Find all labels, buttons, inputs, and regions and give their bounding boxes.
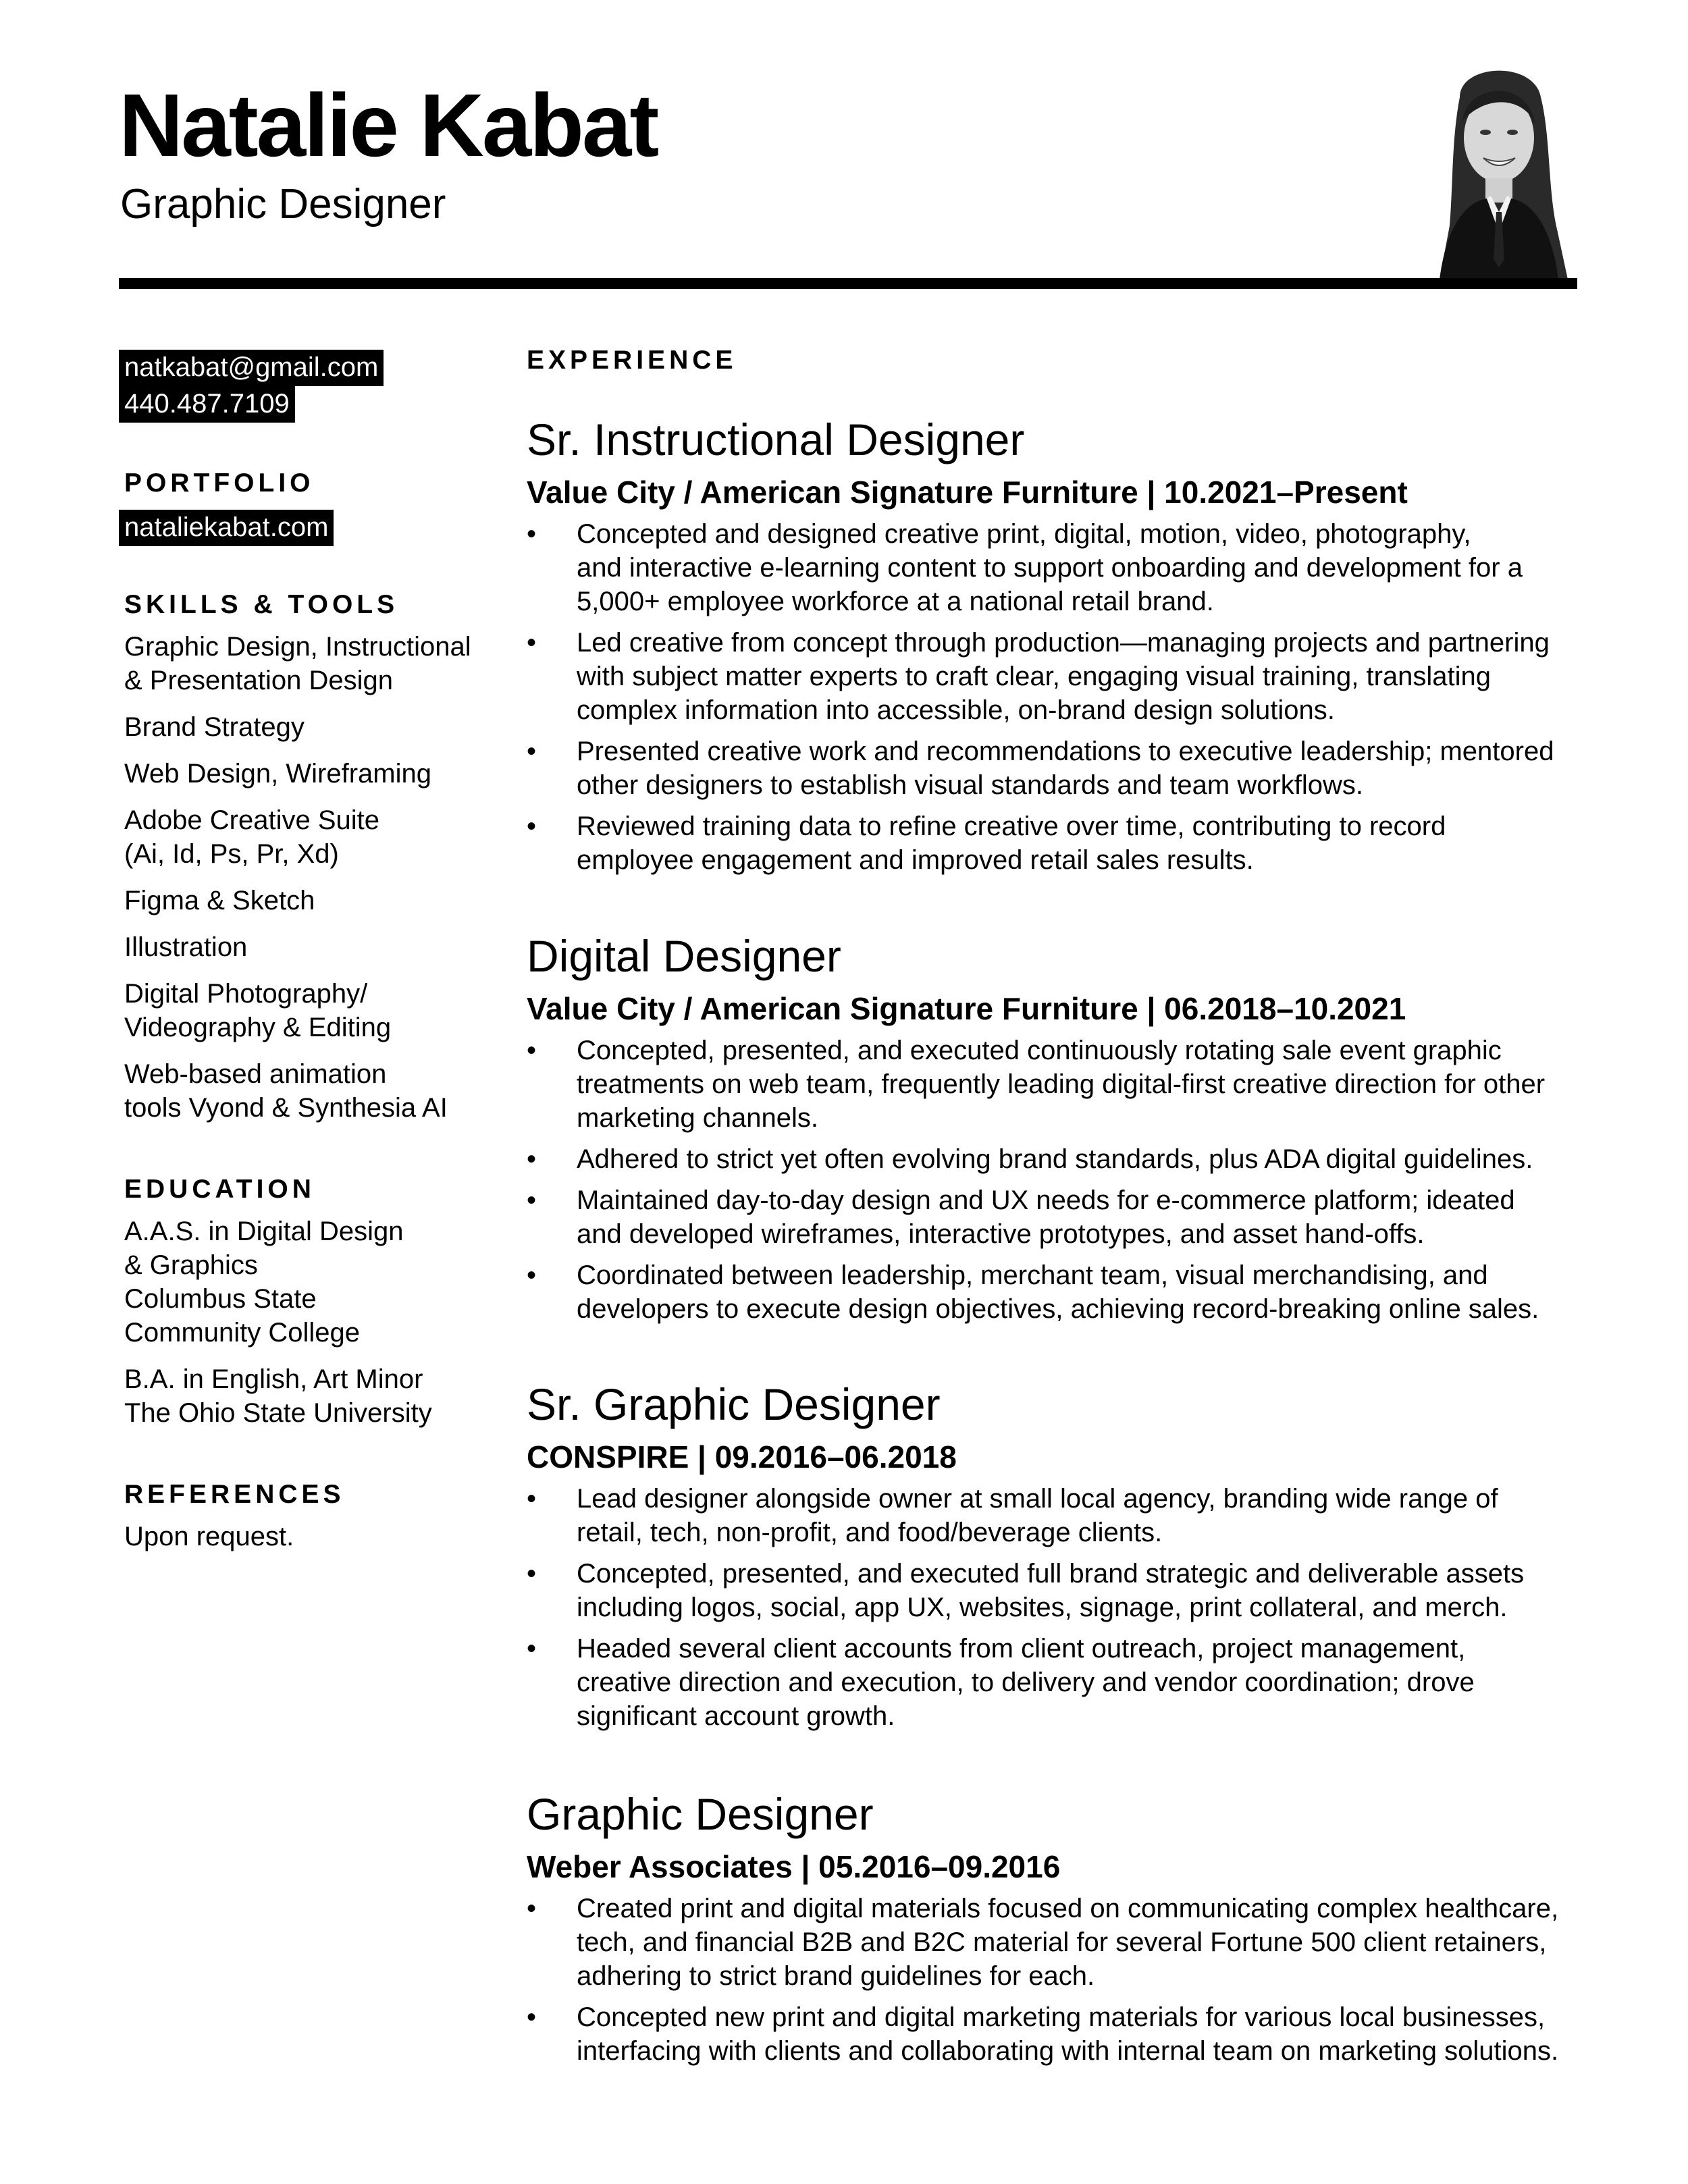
bullet-item: • Headed several client accounts from client outreach, project management, creative direction and execution, to delivery and vendor coordination; drove significant account growth. bbox=[527, 1634, 1475, 1731]
skill-item: Web-based animation tools Vyond & Synthesia AI bbox=[124, 1059, 448, 1123]
job-entry bbox=[527, 1789, 1580, 2075]
bullet-item: • Concepted and designed creative print, digital, motion, video, photography, and interactive e-learning content to support onboarding and development for a 5,000+ employee workforce at a national retail brand. bbox=[527, 519, 1523, 616]
references-heading: REFERENCES bbox=[124, 1480, 345, 1509]
skill-item: Digital Photography/ Videography & Editing bbox=[124, 979, 392, 1042]
job-bullets bbox=[527, 1482, 1580, 1733]
job-title: Graphic Designer bbox=[527, 1789, 874, 1839]
skill-item: Illustration bbox=[124, 932, 248, 962]
resume-name: Natalie Kabat bbox=[119, 76, 658, 175]
job-bullets bbox=[527, 517, 1580, 877]
experience-heading: EXPERIENCE bbox=[527, 346, 737, 375]
bullet-item: • Concepted, presented, and executed continuously rotating sale event graphic treatments on web team, frequently leading digital-first creative direction for other marketing channels. bbox=[527, 1036, 1546, 1133]
job-title: Sr. Graphic Designer bbox=[527, 1379, 941, 1429]
job-company-dates: Value City / American Signature Furniture | 10.2021–Present bbox=[527, 475, 1408, 510]
bullet-item: • Maintained day-to-day design and UX needs for e-commerce platform; ideated and developed wireframes, interactive prototypes, and asset hand-offs. bbox=[527, 1186, 1515, 1249]
job-headline: Graphic Designer bbox=[120, 181, 446, 228]
skill-item: Web Design, Wireframing bbox=[124, 759, 431, 789]
bullet-item: • Led creative from concept through production—managing projects and partnering with subject matter experts to craft clear, engaging visual training, translating complex information into accessible, on-brand design solutions. bbox=[527, 628, 1550, 725]
skill-item: Adobe Creative Suite (Ai, Id, Ps, Pr, Xd) bbox=[124, 805, 380, 869]
education-heading: EDUCATION bbox=[124, 1175, 315, 1204]
phone-link[interactable]: 440.487.7109 bbox=[119, 386, 295, 423]
job-bullets bbox=[527, 1892, 1580, 2068]
bullet-item: • Concepted new print and digital marketing materials for various local businesses, interfacing with clients and collaborating with internal team on marketing solutions. bbox=[527, 2002, 1559, 2066]
skill-item: Figma & Sketch bbox=[124, 886, 315, 915]
job-entry bbox=[527, 1379, 1580, 1740]
job-company-dates: Value City / American Signature Furniture | 06.2018–10.2021 bbox=[527, 991, 1406, 1026]
bullet-item: • Coordinated between leadership, merchant team, visual merchandising, and developers to execute design objectives, achieving record-breaking online sales. bbox=[527, 1260, 1539, 1324]
header-divider bbox=[119, 278, 1577, 289]
job-company-dates: CONSPIRE | 09.2016–06.2018 bbox=[527, 1439, 957, 1474]
education-item: B.A. in English, Art Minor The Ohio State University bbox=[124, 1364, 432, 1428]
job-entry bbox=[527, 931, 1580, 1333]
education-list bbox=[124, 1215, 489, 1430]
skill-item: Brand Strategy bbox=[124, 712, 305, 742]
bullet-item: • Reviewed training data to refine creative over time, contributing to record employee engagement and improved retail sales results. bbox=[527, 811, 1446, 875]
references-text: Upon request. bbox=[124, 1522, 294, 1551]
experience-section bbox=[527, 344, 1580, 2066]
bullet-item: • Presented creative work and recommendations to executive leadership; mentored other designers to establish visual standards and team workflows. bbox=[527, 737, 1554, 800]
job-entry bbox=[527, 417, 1580, 884]
skill-item: Graphic Design, Instructional & Presentation Design bbox=[124, 632, 471, 695]
job-bullets bbox=[527, 1034, 1580, 1326]
job-title: Sr. Instructional Designer bbox=[527, 415, 1025, 464]
job-title: Digital Designer bbox=[527, 931, 841, 981]
portfolio-heading: PORTFOLIO bbox=[124, 469, 315, 498]
bullet-item: • Created print and digital materials focused on communicating complex healthcare, tech, and financial B2B and B2C material for several Fortune 500 client retainers, adhering to strict brand guidelines for each. bbox=[527, 1894, 1559, 1991]
job-company-dates: Weber Associates | 05.2016–09.2016 bbox=[527, 1849, 1061, 1884]
email-link[interactable]: natkabat@gmail.com bbox=[119, 350, 384, 386]
bullet-item: • Concepted, presented, and executed full brand strategic and deliverable assets including logos, social, app UX, websites, signage, print collateral, and merch. bbox=[527, 1559, 1525, 1622]
sidebar bbox=[124, 350, 489, 1553]
skills-heading: SKILLS & TOOLS bbox=[124, 590, 399, 619]
portrait-photo bbox=[1413, 57, 1579, 279]
bullet-item: • Lead designer alongside owner at small local agency, branding wide range of retail, tech, non-profit, and food/beverage clients. bbox=[527, 1484, 1498, 1547]
education-item: A.A.S. in Digital Design & Graphics Columbus State Community College bbox=[124, 1217, 404, 1348]
bullet-item: • Adhered to strict yet often evolving brand standards, plus ADA digital guidelines. bbox=[527, 1144, 1533, 1174]
skills-list bbox=[124, 630, 489, 1125]
portfolio-link[interactable]: nataliekabat.com bbox=[119, 510, 334, 546]
